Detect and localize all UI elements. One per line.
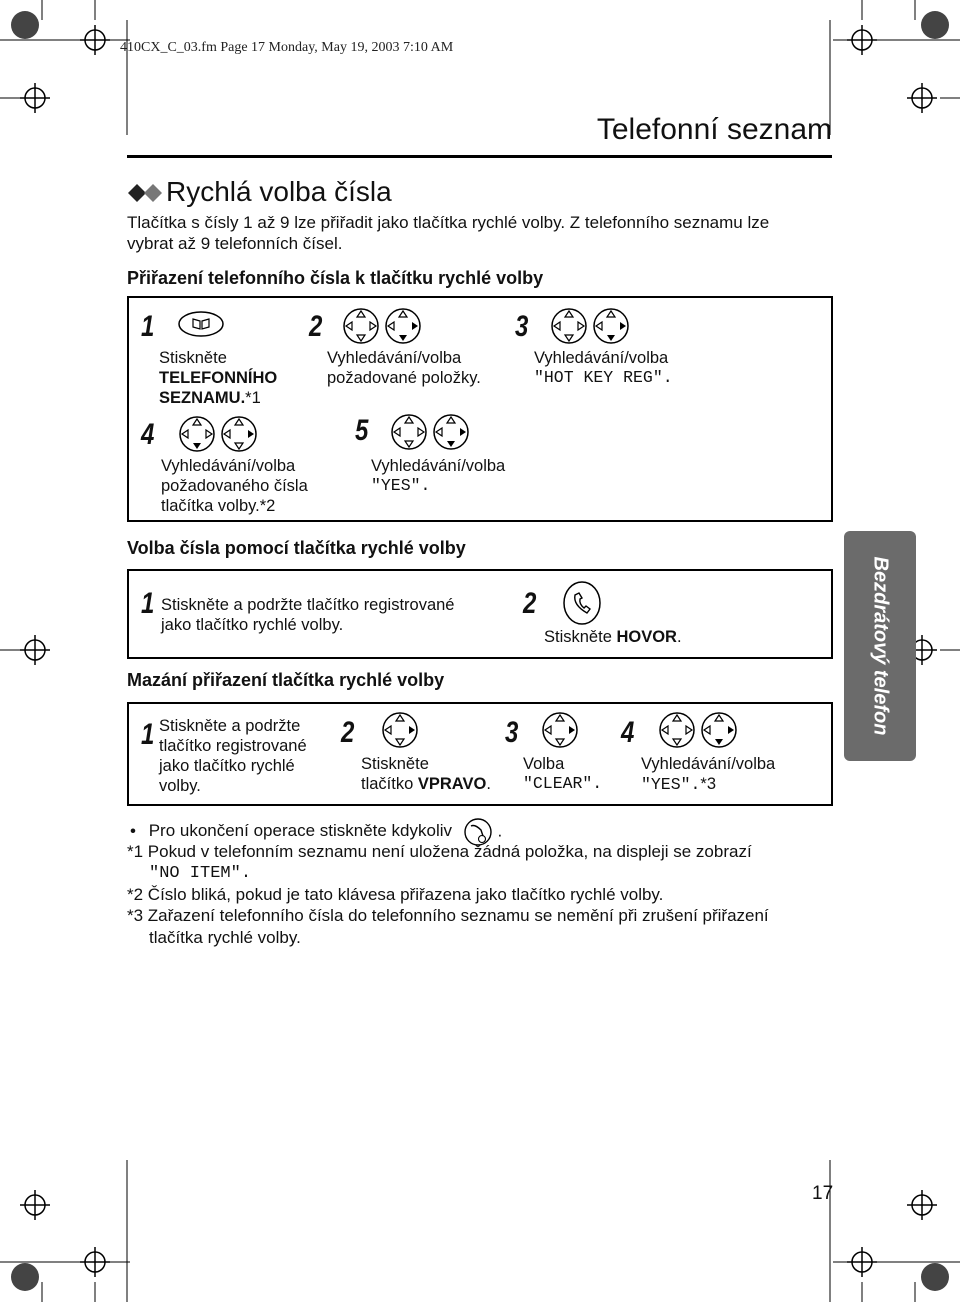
step-5-text: Vyhledávání/volba "YES".	[371, 457, 506, 495]
step-number: 2	[523, 587, 537, 620]
page-title: Telefonní seznam	[596, 113, 832, 146]
erase-step-4-text: Vyhledávání/volba "YES".*3	[641, 755, 776, 794]
dial-steps-box	[127, 569, 833, 659]
page-number: 17	[812, 1183, 834, 1204]
navigator-keys-icon	[657, 710, 741, 750]
erase-step-3-text: Volba "CLEAR".	[523, 755, 603, 793]
navigator-keys-icon	[549, 306, 633, 346]
step-number: 2	[341, 716, 355, 749]
step-number: 4	[141, 418, 155, 451]
assign-heading: Přiřazení telefonního čísla k tlačítku rychlé volby	[127, 268, 544, 288]
step-number: 5	[355, 414, 369, 447]
intro-line-1: Tlačítka s čísly 1 až 9 lze přiřadit jako tlačítka rychlé volby. Z telefonního seznamu lze	[127, 213, 770, 232]
right-key-icon	[379, 710, 421, 750]
note-1: *1 Pokud v telefonním seznamu není uložena žádná položka, na displeji se zobrazí	[127, 842, 752, 861]
assign-steps-box	[127, 296, 833, 522]
note-1-value: "NO ITEM".	[149, 864, 252, 883]
bullet-note: • Pro ukončení operace stiskněte kdykoliv .	[130, 818, 502, 846]
section-title: Rychlá volba čísla	[166, 176, 392, 207]
step-1-text: Stiskněte TELEFONNÍHO SEZNAMU.*1	[159, 349, 278, 407]
step-number: 2	[309, 310, 323, 343]
dial-step-1-text: Stiskněte a podržte tlačítko registrované jako tlačítko rychlé volby.	[161, 596, 455, 634]
chapter-tab-label: Bezdrátový telefon	[869, 556, 892, 736]
step-number: 1	[141, 587, 155, 620]
navigator-keys-icon	[341, 306, 425, 346]
erase-heading: Mazání přiřazení tlačítka rychlé volby	[127, 670, 445, 690]
step-3-text: Vyhledávání/volba "HOT KEY REG".	[534, 349, 673, 387]
step-number: 4	[621, 716, 635, 749]
file-info-line: 410CX_C_03.fm Page 17 Monday, May 19, 2003 7:10 AM	[120, 40, 454, 55]
navigator-keys-icon	[177, 414, 261, 454]
step-4-text: Vyhledávání/volba požadovaného čísla tlačítka volby.*2	[161, 457, 308, 515]
dial-heading: Volba čísla pomocí tlačítka rychlé volby	[127, 538, 466, 558]
step-number: 3	[505, 716, 519, 749]
note-2: *2 Číslo bliká, pokud je tato klávesa přiřazena jako tlačítko rychlé volby.	[127, 885, 664, 904]
step-number: 3	[515, 310, 529, 343]
talk-button-icon	[561, 579, 603, 627]
diamond-bullets-icon	[128, 182, 164, 204]
note-3-cont: tlačítka rychlé volby.	[149, 928, 301, 947]
intro-line-2: vybrat až 9 telefonních čísel.	[127, 234, 343, 253]
title-rule	[127, 155, 832, 158]
erase-step-1-text: Stiskněte a podržte tlačítko registrované jako tlačítko rychlé volby.	[159, 717, 307, 795]
note-3: *3 Zařazení telefonního čísla do telefonního seznamu se nemění při zrušení přiřazení	[127, 906, 769, 925]
navigator-key-icon	[539, 710, 581, 750]
step-number: 1	[141, 310, 155, 343]
chapter-tab	[844, 531, 916, 761]
step-number: 1	[141, 718, 155, 751]
step-2-text: Vyhledávání/volba požadované položky.	[327, 349, 481, 387]
navigator-keys-icon	[389, 412, 473, 452]
erase-step-2-text: Stiskněte tlačítko VPRAVO.	[361, 755, 491, 793]
dial-step-2-text: Stiskněte HOVOR.	[544, 628, 682, 646]
phonebook-button-icon	[177, 310, 225, 338]
erase-steps-box	[127, 702, 833, 806]
